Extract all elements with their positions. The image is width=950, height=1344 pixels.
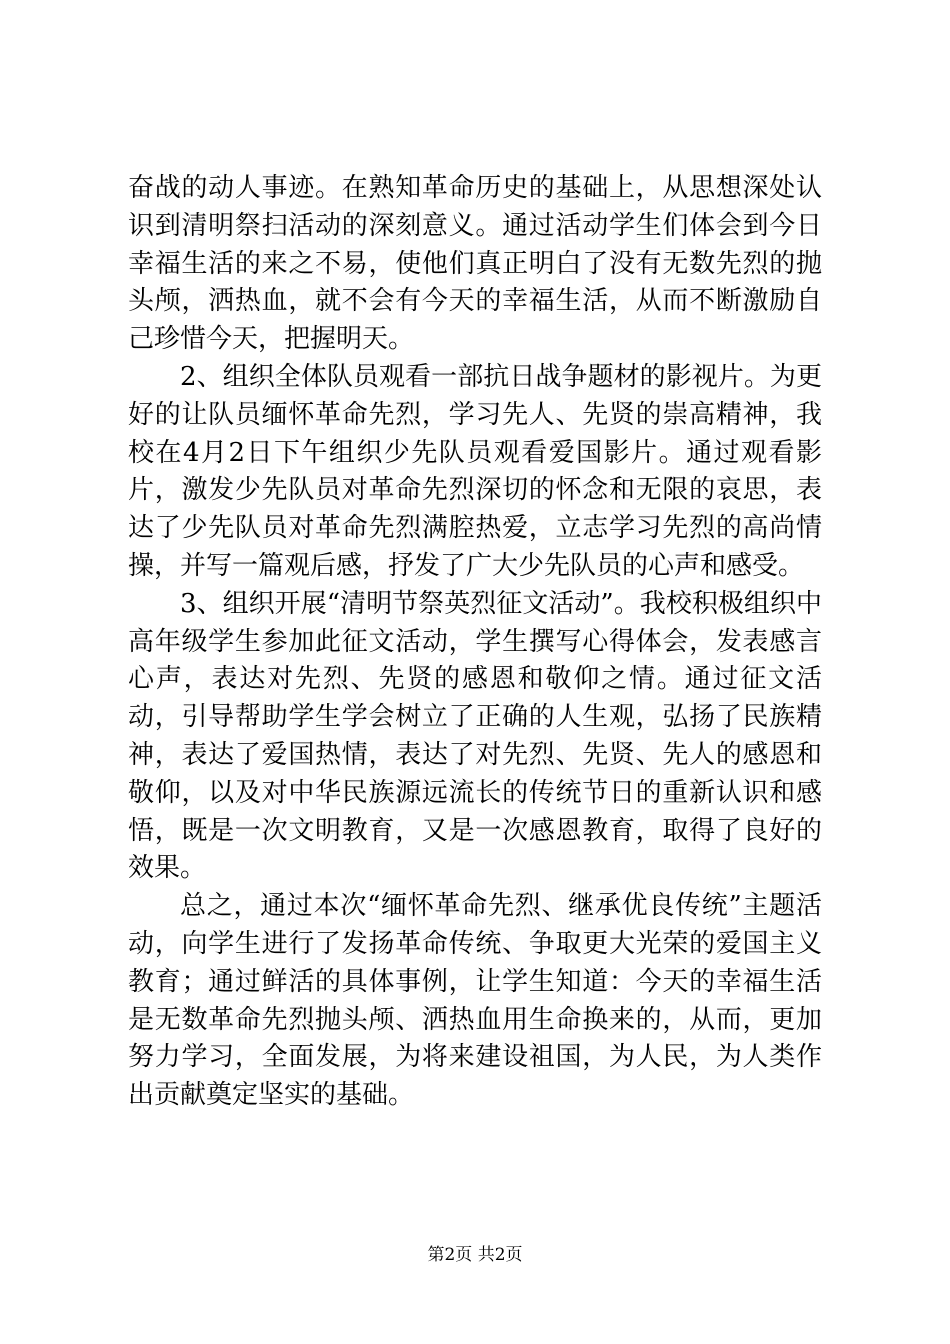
document-body <box>128 170 822 1115</box>
paragraph-item-2: 2、组织全体队员观看一部抗日战争题材的影视片。为更好的让队员缅怀革命先烈，学习先人、先贤的崇高精神，我校在4月2日下午组织少先队员观看爱国影片。通过观看影片，激发少先队员对革命先烈深切的怀念和无限的哀思，表达了少先队员对革命先烈满腔热爱，立志学习先烈的高尚情操，并写一篇观后感，抒发了广大少先队员的心声和感受。 <box>128 361 822 581</box>
paragraph-summary: 总之，通过本次“缅怀革命先烈、继承优良传统”主题活动，向学生进行了发扬革命传统、争取更大光荣的爱国主义教育；通过鲜活的具体事例，让学生知道：今天的幸福生活是无数革命先烈抛头颅、洒热血用生命换来的，从而，更加努力学习，全面发展，为将来建设祖国，为人民，为人类作出贡献奠定坚实的基础。 <box>128 891 822 1111</box>
page-number-footer: 第2页 共2页 <box>427 1245 523 1265</box>
paragraph-continuation: 奋战的动人事迹。在熟知革命历史的基础上，从思想深处认识到清明祭扫活动的深刻意义。通过活动学生们体会到今日幸福生活的来之不易，使他们真正明白了没有无数先烈的抛头颅，洒热血，就不会有今天的幸福生活，从而不断激励自己珍惜今天，把握明天。 <box>128 173 822 355</box>
paragraph-item-3: 3、组织开展“清明节祭英烈征文活动”。我校积极组织中高年级学生参加此征文活动，学生撰写心得体会，发表感言心声，表达对先烈、先贤的感恩和敬仰之情。通过征文活动，引导帮助学生学会树立了正确的人生观，弘扬了民族精神，表达了爱国热情，表达了对先烈、先贤、先人的感恩和敬仰，以及对中华民族源远流长的传统节日的重新认识和感悟，既是一次文明教育，又是一次感恩教育，取得了良好的效果。 <box>128 588 822 884</box>
